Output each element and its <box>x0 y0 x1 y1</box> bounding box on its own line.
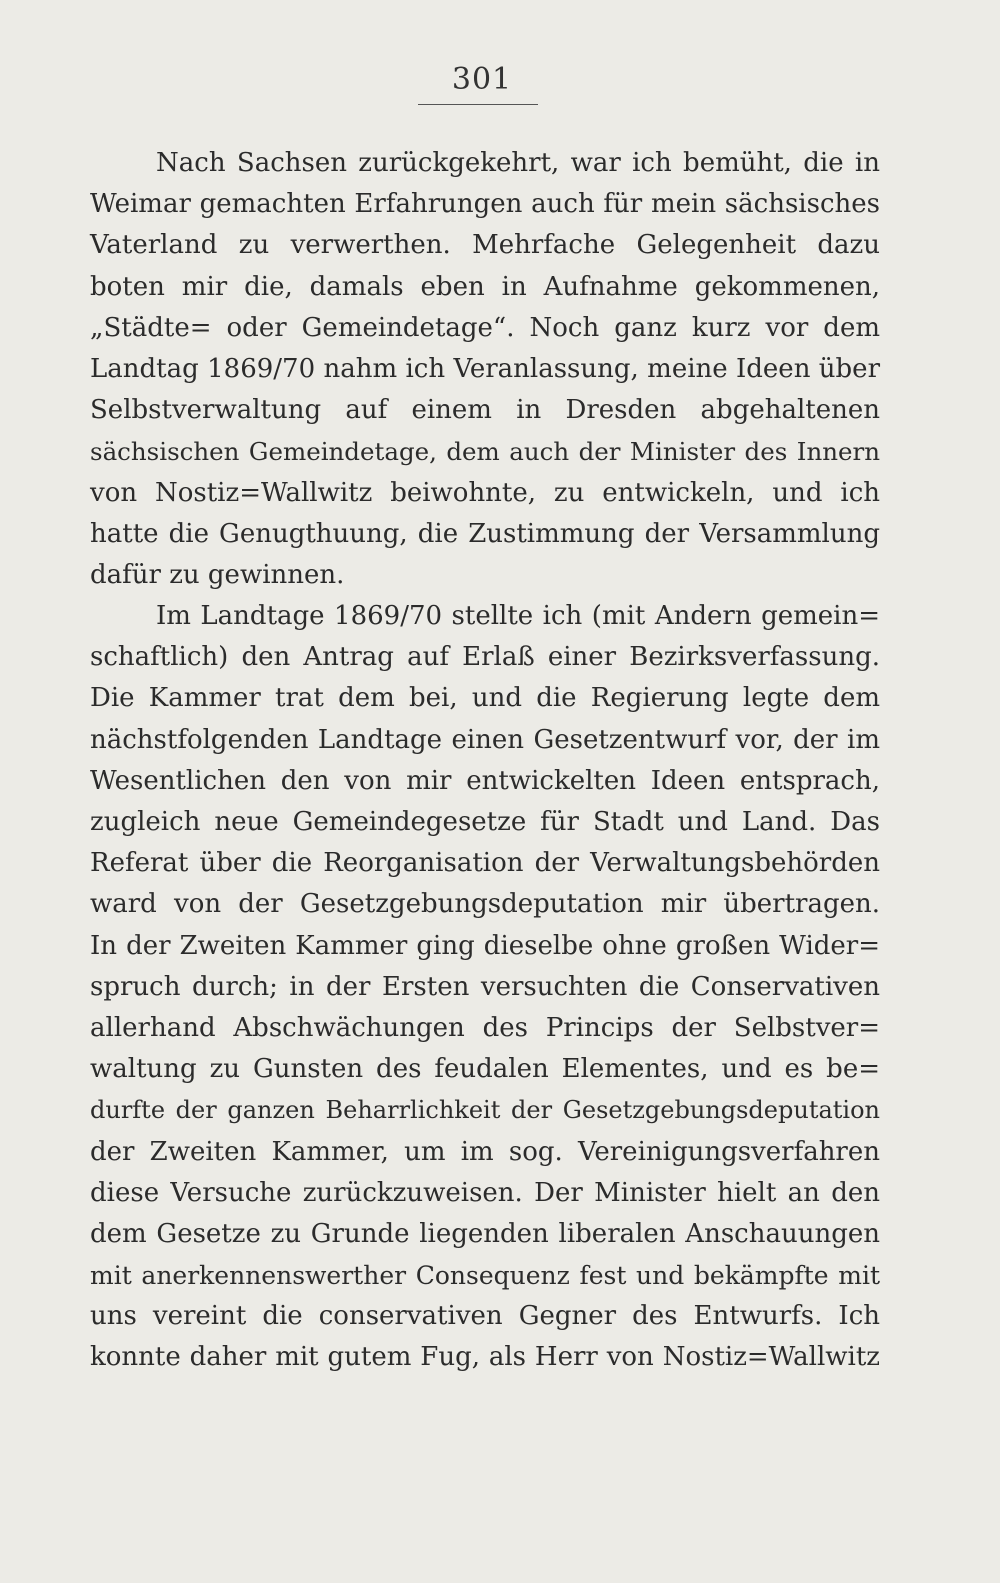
text-line: allerhand Abschwächungen des Princips der Selbstver= <box>90 1012 880 1043</box>
body-text <box>90 143 880 1379</box>
text-line: mit anerkennenswerther Consequenz fest und bekämpfte mit <box>90 1261 880 1291</box>
text-line: hatte die Genugthuung, die Zustimmung der Versammlung <box>90 518 880 549</box>
text-line: zugleich neue Gemeindegesetze für Stadt und Land. Das <box>90 807 880 837</box>
paragraph-1 <box>90 143 880 596</box>
text-line: Selbstverwaltung auf einem in Dresden abgehaltenen <box>90 395 880 426</box>
text-line: dafür zu gewinnen. <box>90 559 345 590</box>
text-line: In der Zweiten Kammer ging dieselbe ohne großen Wider= <box>90 930 880 961</box>
text-line: boten mir die, damals eben in Aufnahme gekommenen, <box>90 271 880 302</box>
text-line: dem Gesetze zu Grunde liegenden liberalen Anschauungen <box>90 1218 880 1249</box>
text-line: uns vereint die conservativen Gegner des Entwurfs. Ich <box>90 1301 880 1332</box>
text-line: durfte der ganzen Beharrlichkeit der Gesetzgebungsdeputation <box>90 1096 880 1125</box>
text-line: Wesentlichen den von mir entwickelten Ideen entsprach, <box>90 765 880 796</box>
text-line: waltung zu Gunsten des feudalen Elementes, und es be= <box>90 1054 880 1085</box>
header-rule <box>418 104 538 105</box>
text-line: Im Landtage 1869/70 stellte ich (mit Andern gemein= <box>156 601 880 632</box>
text-line: Weimar gemachten Erfahrungen auch für mein sächsisches <box>90 189 880 220</box>
text-line: Die Kammer trat dem bei, und die Regierung legte dem <box>90 683 880 714</box>
text-line: Vaterland zu verwerthen. Mehrfache Gelegenheit dazu <box>90 230 880 261</box>
text-line: Nach Sachsen zurückgekehrt, war ich bemüht, die in <box>156 148 880 178</box>
text-line: spruch durch; in der Ersten versuchten die Conservativen <box>90 971 880 1002</box>
text-line: Landtag 1869/70 nahm ich Veranlassung, meine Ideen über <box>90 353 880 384</box>
text-line: von Nostiz=Wallwitz beiwohnte, zu entwickeln, und ich <box>90 477 880 508</box>
page-number: 301 <box>451 62 513 97</box>
text-line: konnte daher mit gutem Fug, als Herr von Nostiz=Wallwitz <box>90 1342 880 1373</box>
text-line: Referat über die Reorganisation der Verwaltungsbehörden <box>90 848 880 879</box>
text-line: nächstfolgenden Landtage einen Gesetzentwurf vor, der im <box>90 724 880 755</box>
text-line: „Städte= oder Gemeindetage“. Noch ganz kurz vor dem <box>90 312 880 343</box>
text-line: schaftlich) den Antrag auf Erlaß einer Bezirksverfassung. <box>90 642 880 673</box>
text-line: sächsischen Gemeindetage, dem auch der Minister des Innern <box>90 437 880 467</box>
text-line: diese Versuche zurückzuweisen. Der Minister hielt an den <box>90 1177 880 1208</box>
text-line: ward von der Gesetzgebungsdeputation mir übertragen. <box>90 889 880 920</box>
paragraph-2 <box>90 596 880 1379</box>
text-line: der Zweiten Kammer, um im sog. Vereinigungsverfahren <box>90 1136 880 1167</box>
